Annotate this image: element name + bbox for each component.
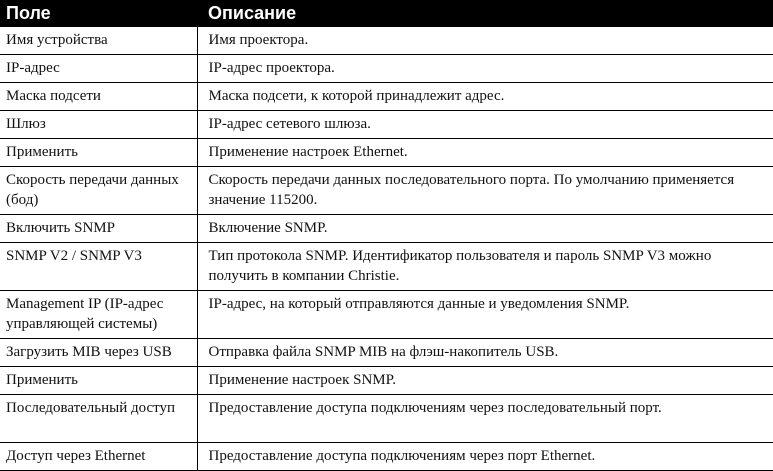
table-header-row — [0, 0, 773, 27]
table-row — [0, 367, 773, 395]
description-cell: Предоставление доступа подключениям через порт Ethernet. — [197, 443, 773, 471]
field-cell: Загрузить MIB через USB — [0, 339, 197, 367]
field-cell: Последовательный доступ — [0, 395, 197, 443]
description-cell: Имя проектора. — [197, 27, 773, 55]
description-cell: Тип протокола SNMP. Идентификатор пользователя и пароль SNMP V3 можно получить в компании Christie. — [197, 243, 773, 291]
table-row — [0, 215, 773, 243]
field-cell: Доступ через Ethernet — [0, 443, 197, 471]
description-cell: Применение настроек Ethernet. — [197, 139, 773, 167]
table-row — [0, 395, 773, 443]
description-cell: Применение настроек SNMP. — [197, 367, 773, 395]
field-cell: Management IP (IP-адрес управляющей системы) — [0, 291, 197, 339]
description-cell: Маска подсети, к которой принадлежит адрес. — [197, 83, 773, 111]
table-row — [0, 443, 773, 471]
field-cell: Имя устройства — [0, 27, 197, 55]
table-row — [0, 339, 773, 367]
field-cell: Шлюз — [0, 111, 197, 139]
table-row — [0, 243, 773, 291]
field-cell: IP-адрес — [0, 55, 197, 83]
field-cell: Включить SNMP — [0, 215, 197, 243]
field-cell: Применить — [0, 139, 197, 167]
table-row — [0, 27, 773, 55]
table-row — [0, 55, 773, 83]
field-cell: Скорость передачи данных (бод) — [0, 167, 197, 215]
table-row — [0, 139, 773, 167]
table-row — [0, 291, 773, 339]
description-cell: Предоставление доступа подключениям через последовательный порт. — [197, 395, 773, 443]
table-row — [0, 167, 773, 215]
field-cell: SNMP V2 / SNMP V3 — [0, 243, 197, 291]
header-description: Описание — [197, 0, 773, 27]
description-cell: IP-адрес сетевого шлюза. — [197, 111, 773, 139]
description-cell: IP-адрес, на который отправляются данные и уведомления SNMP. — [197, 291, 773, 339]
description-cell: Отправка файла SNMP MIB на флэш-накопитель USB. — [197, 339, 773, 367]
description-cell: Включение SNMP. — [197, 215, 773, 243]
header-field: Поле — [0, 0, 197, 27]
description-cell: IP-адрес проектора. — [197, 55, 773, 83]
table-row — [0, 83, 773, 111]
field-cell: Маска подсети — [0, 83, 197, 111]
field-cell: Применить — [0, 367, 197, 395]
description-cell: Скорость передачи данных последовательного порта. По умолчанию применяется значение 115200. — [197, 167, 773, 215]
table-row — [0, 111, 773, 139]
